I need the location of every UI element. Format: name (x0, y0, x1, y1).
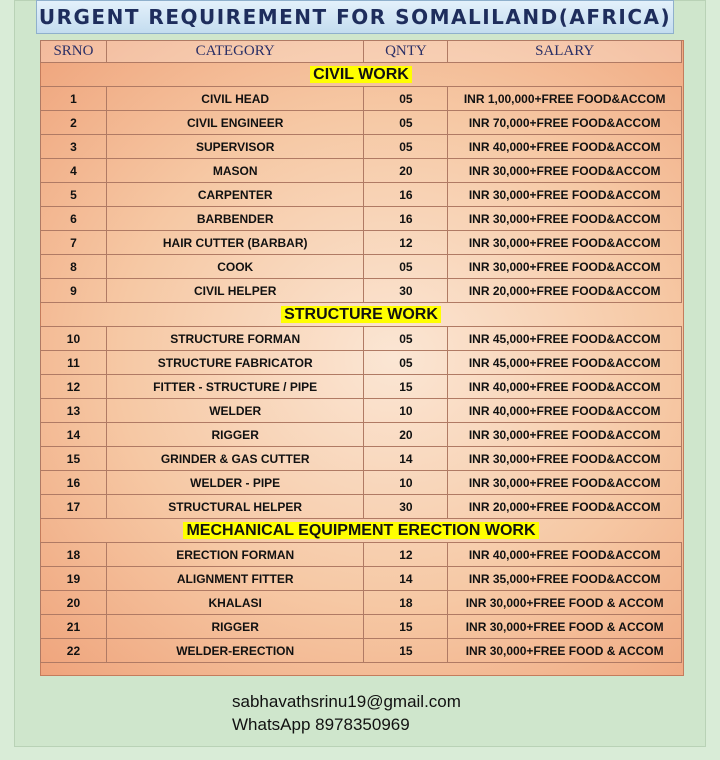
cell-category: ERECTION FORMAN (106, 543, 364, 567)
cell-qnty: 30 (364, 495, 448, 519)
table-row (41, 447, 682, 471)
table-row (41, 639, 682, 663)
table-row (41, 615, 682, 639)
cell-salary: INR 20,000+FREE FOOD&ACCOM (448, 495, 682, 519)
cell-category: COOK (106, 255, 364, 279)
table-row (41, 279, 682, 303)
cell-srno: 6 (41, 207, 107, 231)
table-row (41, 591, 682, 615)
cell-srno: 5 (41, 183, 107, 207)
cell-srno: 10 (41, 327, 107, 351)
cell-qnty: 05 (364, 255, 448, 279)
cell-srno: 19 (41, 567, 107, 591)
cell-srno: 4 (41, 159, 107, 183)
header-salary: SALARY (448, 41, 682, 63)
table-row (41, 399, 682, 423)
cell-salary: INR 30,000+FREE FOOD&ACCOM (448, 183, 682, 207)
cell-srno: 11 (41, 351, 107, 375)
table-row (41, 423, 682, 447)
cell-qnty: 18 (364, 591, 448, 615)
cell-srno: 3 (41, 135, 107, 159)
cell-category: CARPENTER (106, 183, 364, 207)
cell-srno: 8 (41, 255, 107, 279)
cell-salary: INR 30,000+FREE FOOD&ACCOM (448, 231, 682, 255)
cell-qnty: 20 (364, 423, 448, 447)
table-row (41, 135, 682, 159)
cell-category: CIVIL HELPER (106, 279, 364, 303)
header-category: CATEGORY (106, 41, 364, 63)
cell-salary: INR 70,000+FREE FOOD&ACCOM (448, 111, 682, 135)
cell-category: HAIR CUTTER (BARBAR) (106, 231, 364, 255)
cell-category: KHALASI (106, 591, 364, 615)
cell-salary: INR 1,00,000+FREE FOOD&ACCOM (448, 87, 682, 111)
cell-salary: INR 20,000+FREE FOOD&ACCOM (448, 279, 682, 303)
table-row (41, 567, 682, 591)
cell-category: RIGGER (106, 423, 364, 447)
cell-qnty: 15 (364, 375, 448, 399)
page-title: URGENT REQUIREMENT FOR SOMALILAND(AFRICA) (38, 5, 672, 29)
cell-category: WELDER - PIPE (106, 471, 364, 495)
cell-category: FITTER - STRUCTURE / PIPE (106, 375, 364, 399)
table-row (41, 543, 682, 567)
cell-srno: 2 (41, 111, 107, 135)
contact-whatsapp: WhatsApp 8978350969 (232, 715, 410, 734)
cell-category: STRUCTURE FORMAN (106, 327, 364, 351)
table-row (41, 471, 682, 495)
cell-srno: 14 (41, 423, 107, 447)
cell-qnty: 15 (364, 615, 448, 639)
table-row (41, 351, 682, 375)
cell-salary: INR 30,000+FREE FOOD&ACCOM (448, 159, 682, 183)
cell-category: GRINDER & GAS CUTTER (106, 447, 364, 471)
cell-srno: 12 (41, 375, 107, 399)
cell-qnty: 12 (364, 231, 448, 255)
cell-category: STRUCTURAL HELPER (106, 495, 364, 519)
cell-qnty: 30 (364, 279, 448, 303)
section-header-cell (41, 519, 682, 543)
cell-category: CIVIL HEAD (106, 87, 364, 111)
cell-salary: INR 30,000+FREE FOOD&ACCOM (448, 207, 682, 231)
cell-salary: INR 30,000+FREE FOOD & ACCOM (448, 591, 682, 615)
cell-qnty: 16 (364, 207, 448, 231)
cell-qnty: 14 (364, 447, 448, 471)
cell-category: WELDER (106, 399, 364, 423)
cell-qnty: 12 (364, 543, 448, 567)
cell-salary: INR 45,000+FREE FOOD&ACCOM (448, 351, 682, 375)
cell-srno: 21 (41, 615, 107, 639)
table-row (41, 159, 682, 183)
cell-srno: 16 (41, 471, 107, 495)
cell-salary: INR 30,000+FREE FOOD&ACCOM (448, 471, 682, 495)
table-row (41, 111, 682, 135)
table-row (41, 375, 682, 399)
cell-srno: 22 (41, 639, 107, 663)
cell-qnty: 15 (364, 639, 448, 663)
requirement-table (40, 40, 682, 663)
section-header-cell (41, 303, 682, 327)
table-row (41, 207, 682, 231)
cell-salary: INR 40,000+FREE FOOD&ACCOM (448, 543, 682, 567)
table-row (41, 87, 682, 111)
cell-srno: 9 (41, 279, 107, 303)
cell-category: ALIGNMENT FITTER (106, 567, 364, 591)
table-row (41, 327, 682, 351)
cell-srno: 15 (41, 447, 107, 471)
cell-salary: INR 30,000+FREE FOOD&ACCOM (448, 447, 682, 471)
section-title: MECHANICAL EQUIPMENT ERECTION WORK (183, 522, 538, 539)
cell-category: MASON (106, 159, 364, 183)
contact-email: sabhavathsrinu19@gmail.com (232, 692, 461, 711)
table-body (41, 63, 682, 663)
section-header-row (41, 303, 682, 327)
cell-qnty: 16 (364, 183, 448, 207)
title-banner (36, 0, 674, 34)
cell-srno: 1 (41, 87, 107, 111)
cell-salary: INR 30,000+FREE FOOD&ACCOM (448, 255, 682, 279)
table-row (41, 231, 682, 255)
cell-srno: 13 (41, 399, 107, 423)
cell-qnty: 10 (364, 471, 448, 495)
cell-category: CIVIL ENGINEER (106, 111, 364, 135)
contact-block (232, 690, 461, 736)
cell-category: RIGGER (106, 615, 364, 639)
table-header-row (41, 41, 682, 63)
cell-category: STRUCTURE FABRICATOR (106, 351, 364, 375)
header-srno: SRNO (41, 41, 107, 63)
cell-qnty: 20 (364, 159, 448, 183)
section-header-row (41, 63, 682, 87)
cell-category: SUPERVISOR (106, 135, 364, 159)
cell-salary: INR 30,000+FREE FOOD & ACCOM (448, 639, 682, 663)
cell-salary: INR 45,000+FREE FOOD&ACCOM (448, 327, 682, 351)
cell-salary: INR 30,000+FREE FOOD & ACCOM (448, 615, 682, 639)
cell-srno: 7 (41, 231, 107, 255)
cell-srno: 18 (41, 543, 107, 567)
table-row (41, 255, 682, 279)
table-row (41, 495, 682, 519)
cell-salary: INR 40,000+FREE FOOD&ACCOM (448, 135, 682, 159)
header-qnty: QNTY (364, 41, 448, 63)
cell-qnty: 05 (364, 351, 448, 375)
cell-srno: 17 (41, 495, 107, 519)
cell-category: WELDER-ERECTION (106, 639, 364, 663)
section-header-row (41, 519, 682, 543)
table-row (41, 183, 682, 207)
cell-srno: 20 (41, 591, 107, 615)
cell-salary: INR 30,000+FREE FOOD&ACCOM (448, 423, 682, 447)
cell-qnty: 05 (364, 87, 448, 111)
cell-qnty: 05 (364, 135, 448, 159)
cell-salary: INR 35,000+FREE FOOD&ACCOM (448, 567, 682, 591)
cell-qnty: 10 (364, 399, 448, 423)
cell-salary: INR 40,000+FREE FOOD&ACCOM (448, 399, 682, 423)
cell-qnty: 05 (364, 111, 448, 135)
cell-salary: INR 40,000+FREE FOOD&ACCOM (448, 375, 682, 399)
section-title: STRUCTURE WORK (281, 306, 441, 323)
cell-category: BARBENDER (106, 207, 364, 231)
cell-qnty: 05 (364, 327, 448, 351)
section-title: CIVIL WORK (310, 66, 412, 83)
section-header-cell (41, 63, 682, 87)
cell-qnty: 14 (364, 567, 448, 591)
